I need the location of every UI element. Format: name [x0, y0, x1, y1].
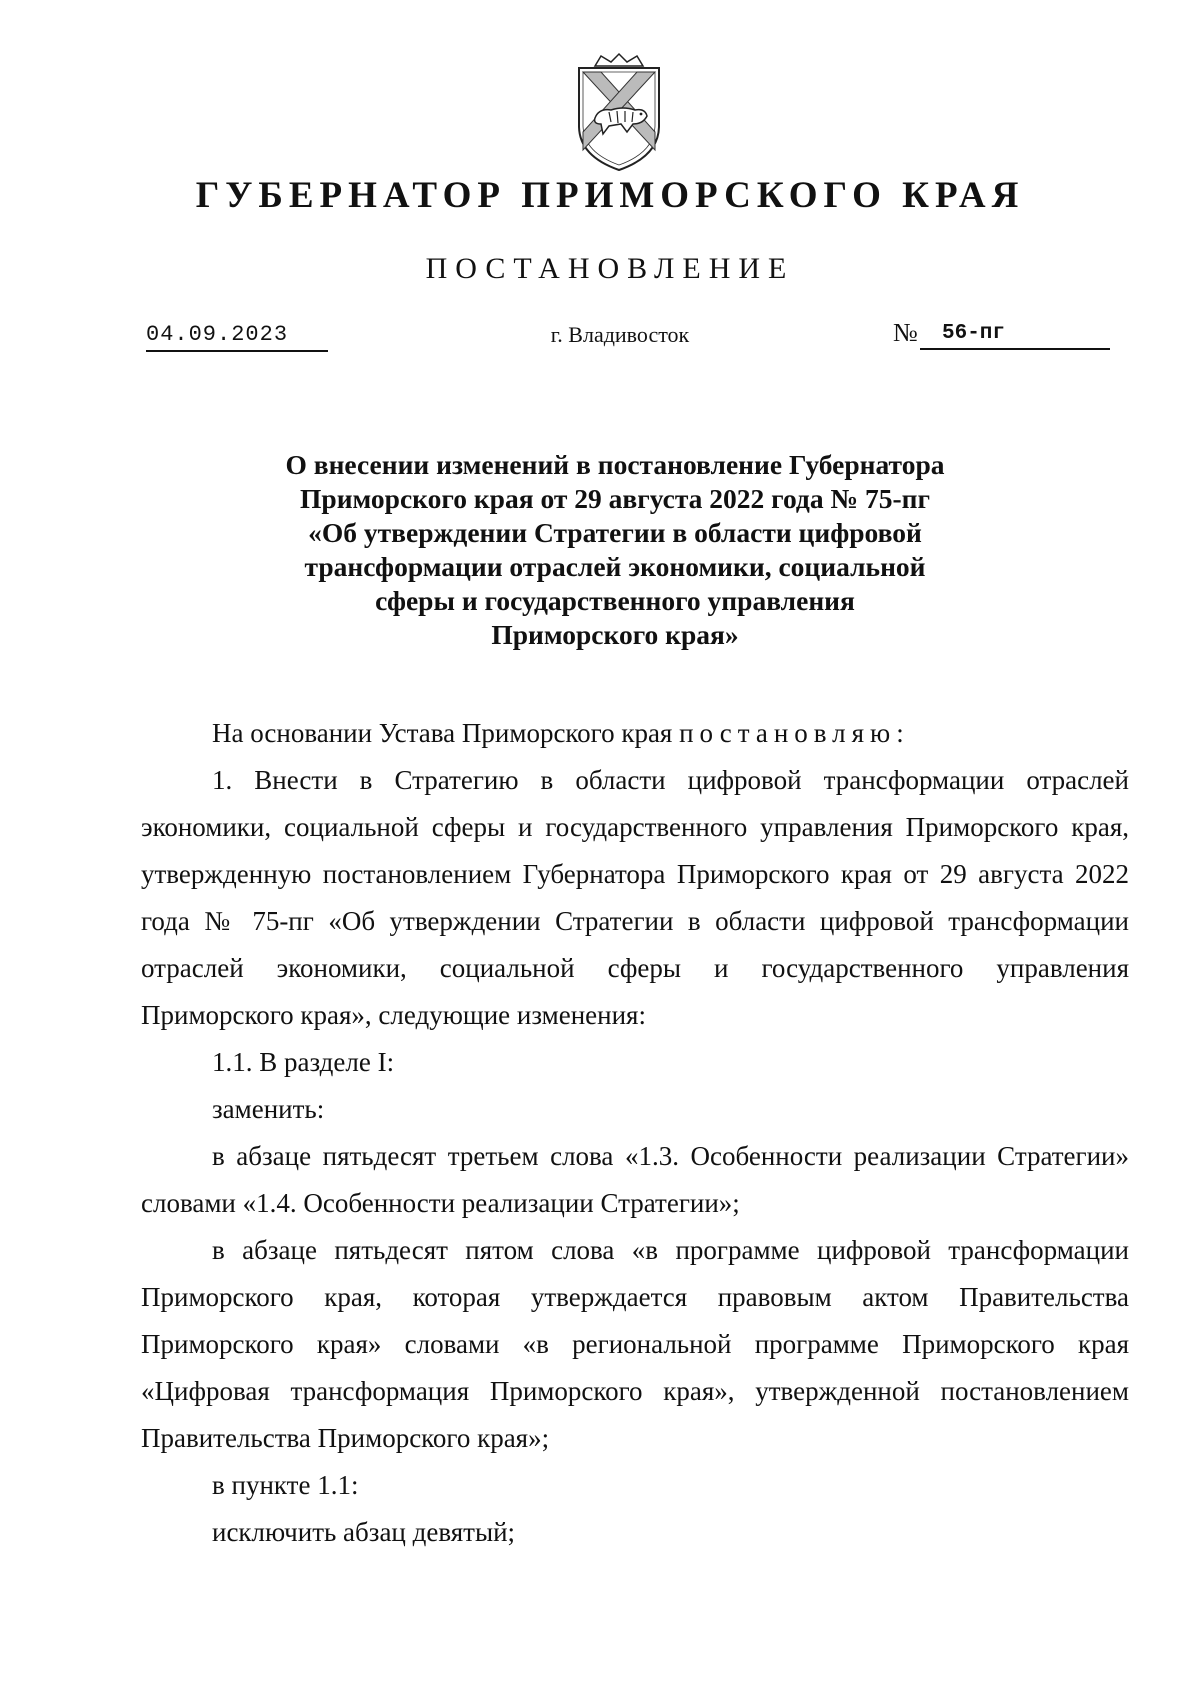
title-line: Приморского края от 29 августа 2022 года № 75-пг [300, 483, 930, 514]
title-line: О внесении изменений в постановление Губернатора [285, 449, 945, 480]
paragraph-preamble [141, 710, 1129, 757]
document-body [141, 710, 1129, 1556]
paragraph-abzac-55: в абзаце пятьдесят пятом слова «в программе цифровой трансформации Приморского края, которая утверждается правовым актом Правительства Приморского края» словами «в региональной программе Приморского края «Цифровая трансформация Приморского края», утвержденной постановлением Правительства Приморского края»; [141, 1235, 1129, 1453]
number-sign: № [893, 318, 918, 347]
preamble-text: На основании Устава Приморского края [212, 718, 680, 748]
paragraph-punkt-1-1: в пункте 1.1: [212, 1470, 359, 1500]
title-line: Приморского края» [491, 619, 739, 650]
document-date: 04.09.2023 [146, 322, 328, 352]
title-line: сферы и государственного управления [375, 585, 855, 616]
issuing-authority: ГУБЕРНАТОР ПРИМОРСКОГО КРАЯ [195, 175, 1025, 216]
document-number: 56-пг [920, 322, 1110, 350]
title-line: «Об утверждении Стратегии в области цифровой [308, 517, 922, 548]
paragraph-exclude: исключить абзац девятый; [212, 1517, 516, 1547]
paragraph-abzac-53: в абзаце пятьдесят третьем слова «1.3. Особенности реализации Стратегии» словами «1.4. Особенности реализации Стратегии»; [141, 1141, 1129, 1218]
coat-of-arms-emblem [565, 52, 673, 172]
document-title [200, 448, 1030, 652]
paragraph-replace: заменить: [212, 1094, 325, 1124]
document-city: г. Владивосток [550, 322, 690, 347]
title-line: трансформации отраслей экономики, социальной [304, 551, 926, 582]
paragraph-1: 1. Внести в Стратегию в области цифровой трансформации отраслей экономики, социальной сферы и государственного управления Приморского края, утвержденную постановлением Губернатора Приморского края от 29 августа 2022 года № 75-пг «Об утверждении Стратегии в области цифровой трансформации отраслей экономики, социальной сферы и государственного управления Приморского края», следующие изменения: [141, 765, 1129, 1030]
resolve-word: постановляю: [679, 718, 910, 748]
paragraph-1-1: 1.1. В разделе I: [212, 1047, 395, 1077]
document-type: ПОСТАНОВЛЕНИЕ [425, 252, 795, 285]
